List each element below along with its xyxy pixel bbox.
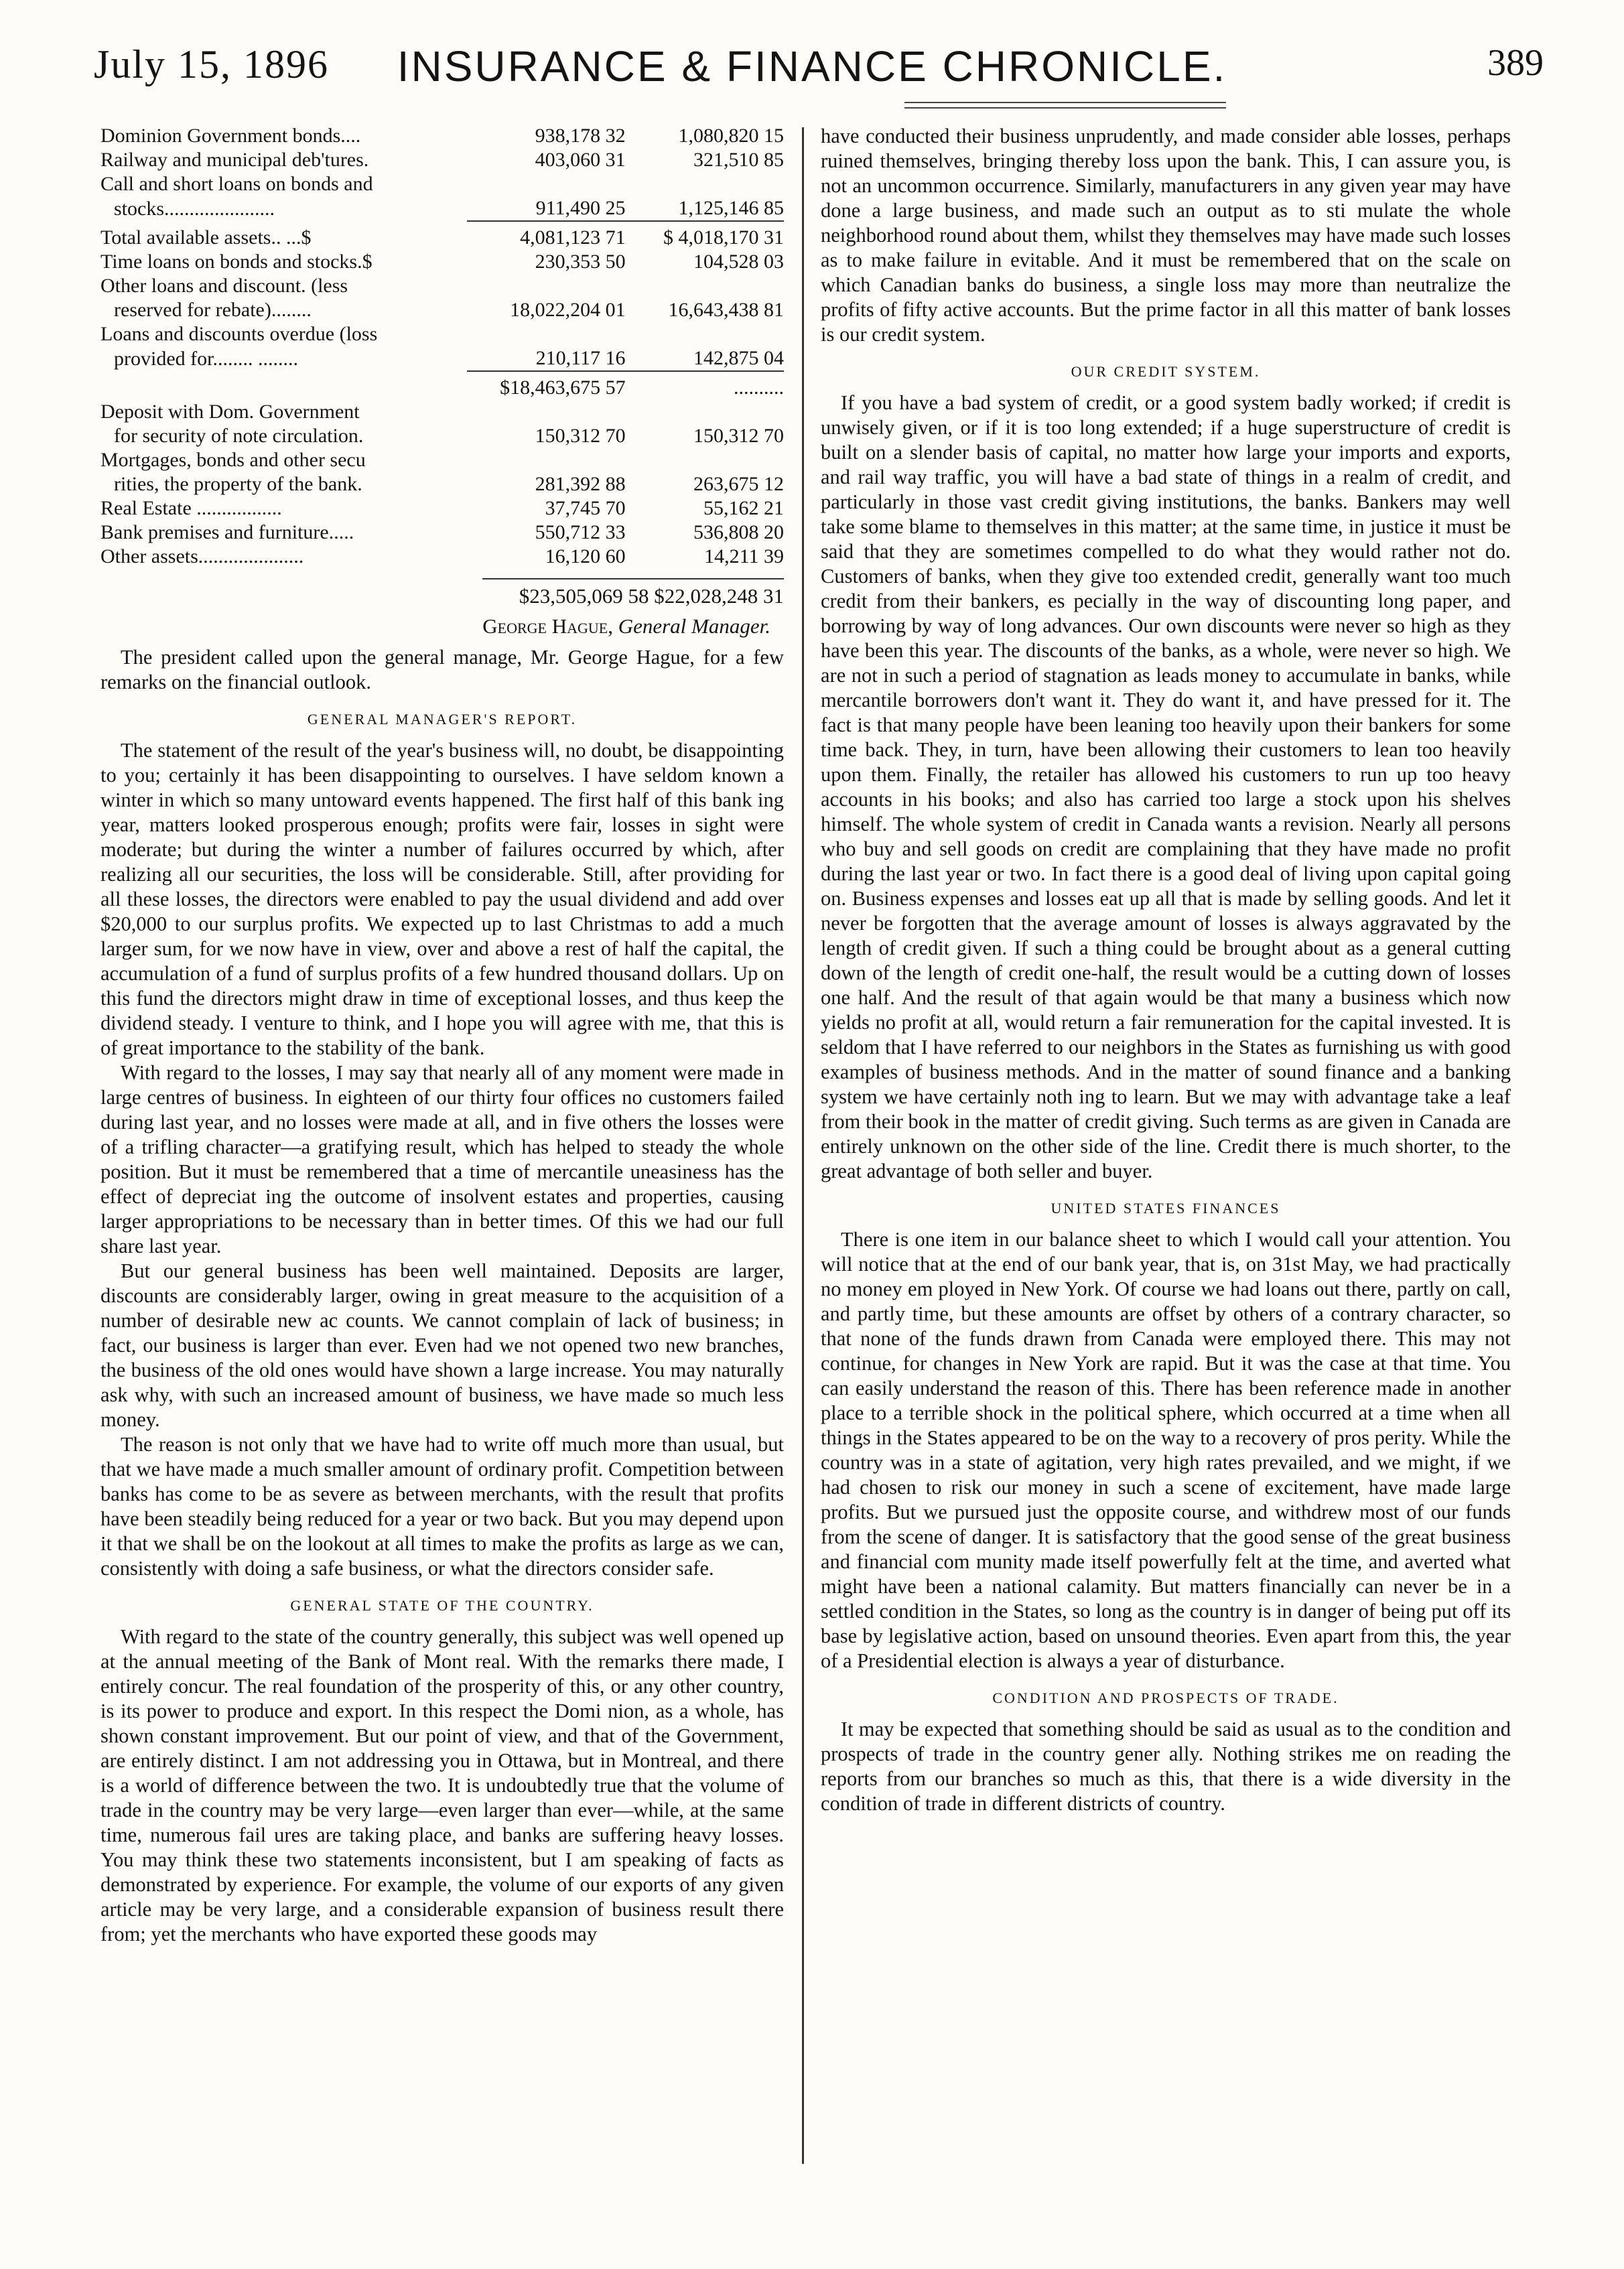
cell-col1: 281,392 88 xyxy=(535,473,626,495)
cell-label: Total available assets.. ...$ xyxy=(100,226,312,249)
table-row xyxy=(100,448,784,472)
paragraph: have conducted their business unprudently, and made consider able losses, perhaps ruined themselves, bringing thereby loss upon the bank. This, I can assure you, is not an uncommon occurrence. Similarly, manufacturers in any given year may have done a large business, and made such an output as to sti mulate the whole neighborhood round about them, whilst they themselves may have made such losses as to make failure in evitable. And it must be remembered that on the scale on which Canadian banks do business, a single loss may more than neutralize the profits of fifty active accounts. But the prime factor in all this matter of bank losses is our credit system. xyxy=(821,125,1511,346)
table-row xyxy=(100,346,784,371)
cell-label: Time loans on bonds and stocks.$ xyxy=(100,251,373,273)
cell-label: Other assets..................... xyxy=(100,545,304,567)
table-row xyxy=(100,521,784,545)
page-number: 389 xyxy=(1487,42,1544,84)
cell-col1 xyxy=(467,400,638,424)
cell-col1: 403,060 31 xyxy=(535,149,626,171)
table-row xyxy=(100,424,784,448)
table-row xyxy=(100,250,784,274)
cell-label xyxy=(100,371,467,400)
cell-col2: 16,643,438 81 xyxy=(668,299,784,321)
section-heading: OUR CREDIT SYSTEM. xyxy=(1071,363,1261,380)
cell-label: stocks...................... xyxy=(114,198,275,220)
cell-col1: 37,745 70 xyxy=(545,497,626,519)
cell-col1 xyxy=(467,274,638,298)
cell-label: reserved for rebate)........ xyxy=(114,299,312,321)
cell-col1: 16,120 60 xyxy=(545,545,626,567)
cell-col1: 230,353 50 xyxy=(535,251,626,273)
cell-col2 xyxy=(639,274,784,298)
cell-col2: 321,510 85 xyxy=(693,149,784,171)
section-heading: GENERAL MANAGER'S REPORT. xyxy=(307,711,578,728)
cell-label: Call and short loans on bonds and xyxy=(100,173,373,195)
header-rule xyxy=(904,102,1226,109)
cell-label: for security of note circulation. xyxy=(114,425,364,447)
cell-col2: $ 4,018,170 31 xyxy=(639,221,784,250)
table-row xyxy=(100,172,784,196)
table-row xyxy=(100,196,784,221)
left-column xyxy=(100,124,784,1947)
cell-label: Dominion Government bonds.... xyxy=(100,125,361,147)
cell-label: provided for........ ........ xyxy=(114,348,298,370)
cell-col1 xyxy=(467,322,638,346)
table-row xyxy=(100,472,784,496)
left-sections xyxy=(100,707,784,1947)
assets-table xyxy=(100,124,784,569)
section-heading: GENERAL STATE OF THE COUNTRY. xyxy=(290,1597,594,1614)
paragraph: If you have a bad system of credit, or a good system badly worked; if credit is unwisely given, or if it is too long extended; if a huge superstructure of credit is built on a slender basis of capital, no matter how large your imports and exports, and rail way traffic, you will have a bad state of things in a realm of credit, and particularly in those vast credit giving institutions, the banks. Bankers may well take some blame to themselves in this matter; at the same time, in justice it must be said that they are sometimes compelled to do what they would rather not do. Customers of banks, when they give too extended credit, generally want too much credit from their bankers, es pecially in the way of discounting long paper, and borrowing by way of long advances. Our own discounts were never so high as they have been this year. The discounts of the banks, as a whole, were never so high. We are not in such a period of stagnation as leads money to accumulate in banks, while mercantile borrowers don't want it. They do want it, and have pressed for it. The fact is that many people have been leaning too heavily upon their bankers for some time back. They, in turn, have been allowing their customers to lean too heavily upon them. Finally, the retailer has allowed his customers to run up too heavy accounts in his books; and also has carried too large a stock upon his shelves himself. The whole system of credit in Canada wants a revision. Nearly all persons who buy and sell goods on credit are complaining that they have made no profit during the last year or two. In fact there is a good deal of living upon capital going on. Business expenses and losses eat up all that is made by selling goods. And let it never be forgotten that the average amount of losses is always aggravated by the length of credit given. If such a thing could be brought about as a general cutting down of the length of credit one-half, the result would be a cutting down of losses one half. And the result of that again would be that many a business which now yields no profit at all, would return a fair remuneration for the capital invested. It is seldom that I have referred to our neighbors in the States as furnishing us with good examples of business methods. And in the matter of sound finance and a banking system we have certainly noth ing to learn. But we may with advantage take a leaf from their book in the matter of credit giving. Such terms as are given in Canada are entirely unknown on the other side of the line. Credit there is much shorter, to the great advantage of both seller and buyer. xyxy=(821,391,1511,1182)
paragraph: With regard to the losses, I may say that nearly all of any moment were made in large centres of business. In eighteen of our thirty four offices no customers failed during last year, and no losses were made at all, and in five others the losses were of a trifling character—a gratifying result, which has helped to steady the whole position. But it must be remembered that a time of mercantile uneasiness has the effect of depreciat ing the outcome of insolvent estates and properties, causing larger appropriations to be necessary than in better times. Of this we had our full share last year. xyxy=(100,1061,784,1257)
signature xyxy=(100,614,770,638)
paragraph: But our general business has been well maintained. Deposits are larger, discounts are considerably larger, owing in great measure to the acquisition of a number of desirable new ac counts. We cannot complain of lack of business; in fact, our business is larger than ever. Even had we not opened two new branches, the business of the old ones would have shown a large increase. You may naturally ask why, with such an increased amount of business, we have made so much less money. xyxy=(100,1259,784,1431)
cell-col1: $18,463,675 57 xyxy=(467,371,638,400)
cell-col2: 536,808 20 xyxy=(693,521,784,543)
cell-label: Railway and municipal deb'tures. xyxy=(100,149,369,171)
cell-label: Other loans and discount. (less xyxy=(100,275,348,297)
cell-col2: 104,528 03 xyxy=(693,251,784,273)
cell-col1 xyxy=(467,448,638,472)
cell-col2: .......... xyxy=(639,371,784,400)
cell-col1: 18,022,204 01 xyxy=(510,299,626,321)
cell-col1: 938,178 32 xyxy=(535,125,626,147)
cell-col1: 150,312 70 xyxy=(535,425,626,447)
cell-col1: 550,712 33 xyxy=(535,521,626,543)
cell-label: Mortgages, bonds and other secu xyxy=(100,449,366,471)
cell-col2 xyxy=(639,322,784,346)
page-header xyxy=(0,0,1624,94)
issue-date: July 15, 1896 xyxy=(94,42,330,86)
paragraph: The reason is not only that we have had to write off much more than usual, but that we have made a much smaller amount of ordinary profit. Competition between banks has come to be as severe as between merchants, with the result that profits have been steadily being reduced for a year or two back. But you may depend upon it that we shall be on the lookout at all times to make the profits as large as we can, consistently with doing a safe business, or what the directors consider safe. xyxy=(100,1433,784,1580)
cell-col1: 210,117 16 xyxy=(535,347,626,369)
section-heading: UNITED STATES FINANCES xyxy=(1051,1200,1281,1217)
cell-col2: 1,080,820 15 xyxy=(678,125,784,147)
cell-label: Loans and discounts overdue (loss xyxy=(100,323,378,345)
table-row xyxy=(100,400,784,424)
cell-col2: 55,162 21 xyxy=(703,497,784,519)
table-row xyxy=(100,545,784,569)
paragraph: It may be expected that something should be said as usual as to the condition and prospects of trade in the country gener ally. Nothing strikes me on reading the reports from our branches so much as this, that there is a wide diversity in the condition of trade in different districts of country. xyxy=(821,1718,1511,1815)
paragraph: There is one item in our balance sheet to which I would call your attention. You will notice that at the end of our bank year, that is, on 31st May, we had practically no money em ployed in New York. Of course we had loans out there, partly on call, and partly time, but these amounts are offset by others of a contrary character, so that none of the funds drawn from Canada were employed there. This may not continue, for changes in New York are rapid. But it was the case at that time. You can easily understand the reason of this. There has been reference made in another place to a terrible shock in the political sphere, which occurred at a time when all things in the States appeared to be on the way to a recovery of pros perity. While the country was in a state of agitation, very high rates prevailed, and we might, if we had chosen to risk our money in such a scene of excitement, have made large profits. But we pursued just the opposite course, and withdrew most of our funds from the scene of danger. It is satisfactory that the good sense of the great business and financial com munity made itself powerfully felt at the time, and averted what might have been a national calamity. But matters financially can never be in a settled condition in the States, so long as the country is in danger of being put off its base by legislative action, based on unsound theories. Even apart from this, the year of a Presidential election is always a year of disturbance. xyxy=(821,1228,1511,1672)
table-row xyxy=(100,496,784,521)
cell-col2 xyxy=(639,172,784,196)
cell-col2 xyxy=(639,400,784,424)
publication-title: INSURANCE & FINANCE CHRONICLE. xyxy=(397,42,1227,90)
cell-col1: 4,081,123 71 xyxy=(467,221,638,250)
grand-total: $23,505,069 58 $22,028,248 31 xyxy=(482,578,784,608)
cell-col2: 142,875 04 xyxy=(693,347,784,369)
signature-role: General Manager. xyxy=(618,614,770,638)
cell-col1 xyxy=(467,172,638,196)
cell-col2: 150,312 70 xyxy=(693,425,784,447)
intro-paragraph: The president called upon the general manage, Mr. George Hague, for a few remarks on the financial outlook. xyxy=(100,646,784,693)
total-available-row xyxy=(100,221,784,250)
table-row xyxy=(100,148,784,172)
signature-name: George Hague, xyxy=(482,614,613,638)
paragraph: The statement of the result of the year's business will, no doubt, be disappointing to you; certainly it has been disappointing to ourselves. I have seldom known a winter in which so many untoward events happened. The first half of this bank ing year, matters looked prosperous enough; profits were fair, losses in sight were moderate; but during the winter a number of failures occurred by which, after realizing all our securities, the loss will be considerable. Still, after providing for all these losses, the directors were enabled to pay the usual dividend and add over $20,000 to our surplus profits. We expected up to last Christmas to add a much larger sum, for we now have in view, over and above a rest of half the capital, the accumulation of a fund of surplus profits of a few hundred thousand dollars. Up on this fund the directors might draw in time of exceptional losses, and thus keep the dividend steady. I venture to think, and I hope you will agree with me, that this is of great importance to the stability of the bank. xyxy=(100,739,784,1059)
table-row xyxy=(100,298,784,322)
cell-label: rities, the property of the bank. xyxy=(114,473,362,495)
cell-col2: 14,211 39 xyxy=(704,545,784,567)
right-sections xyxy=(821,124,1511,1816)
section-heading: CONDITION AND PROSPECTS OF TRADE. xyxy=(992,1690,1339,1706)
right-column xyxy=(821,124,1511,1816)
cell-label: Deposit with Dom. Government xyxy=(100,401,360,423)
table-row xyxy=(100,274,784,298)
cell-col2: 1,125,146 85 xyxy=(678,197,784,219)
table-row xyxy=(100,322,784,346)
paragraph: With regard to the state of the country generally, this subject was well opened up at the annual meeting of the Bank of Mont real. With the remarks there made, I entirely concur. The real foundation of the prosperity of this, or any other country, is its power to produce and export. In this respect the Domi nion, as a whole, has shown constant improvement. But our point of view, and that of the Government, are entirely distinct. I am not addressing you in Ottawa, but in Montreal, and there is a world of difference between the two. It is undoubtedly true that the volume of trade in the country may be very large—even larger than ever—while, at the same time, numerous fail ures are taking place, and banks are suffering heavy losses. You may think these two statements inconsistent, but I am speaking of facts as demonstrated by experience. For example, the volume of our exports of any given article may be very large, and a considerable expansion of business result there from; yet the merchants who have exported these goods may xyxy=(100,1625,784,1945)
cell-col1: 911,490 25 xyxy=(535,197,626,219)
cell-label: Bank premises and furniture..... xyxy=(100,521,354,543)
column-divider xyxy=(802,127,804,2164)
cell-label: Real Estate ................. xyxy=(100,497,282,519)
cell-col2 xyxy=(639,448,784,472)
cell-col2: 263,675 12 xyxy=(693,473,784,495)
subtotal-row xyxy=(100,371,784,400)
table-row xyxy=(100,124,784,148)
